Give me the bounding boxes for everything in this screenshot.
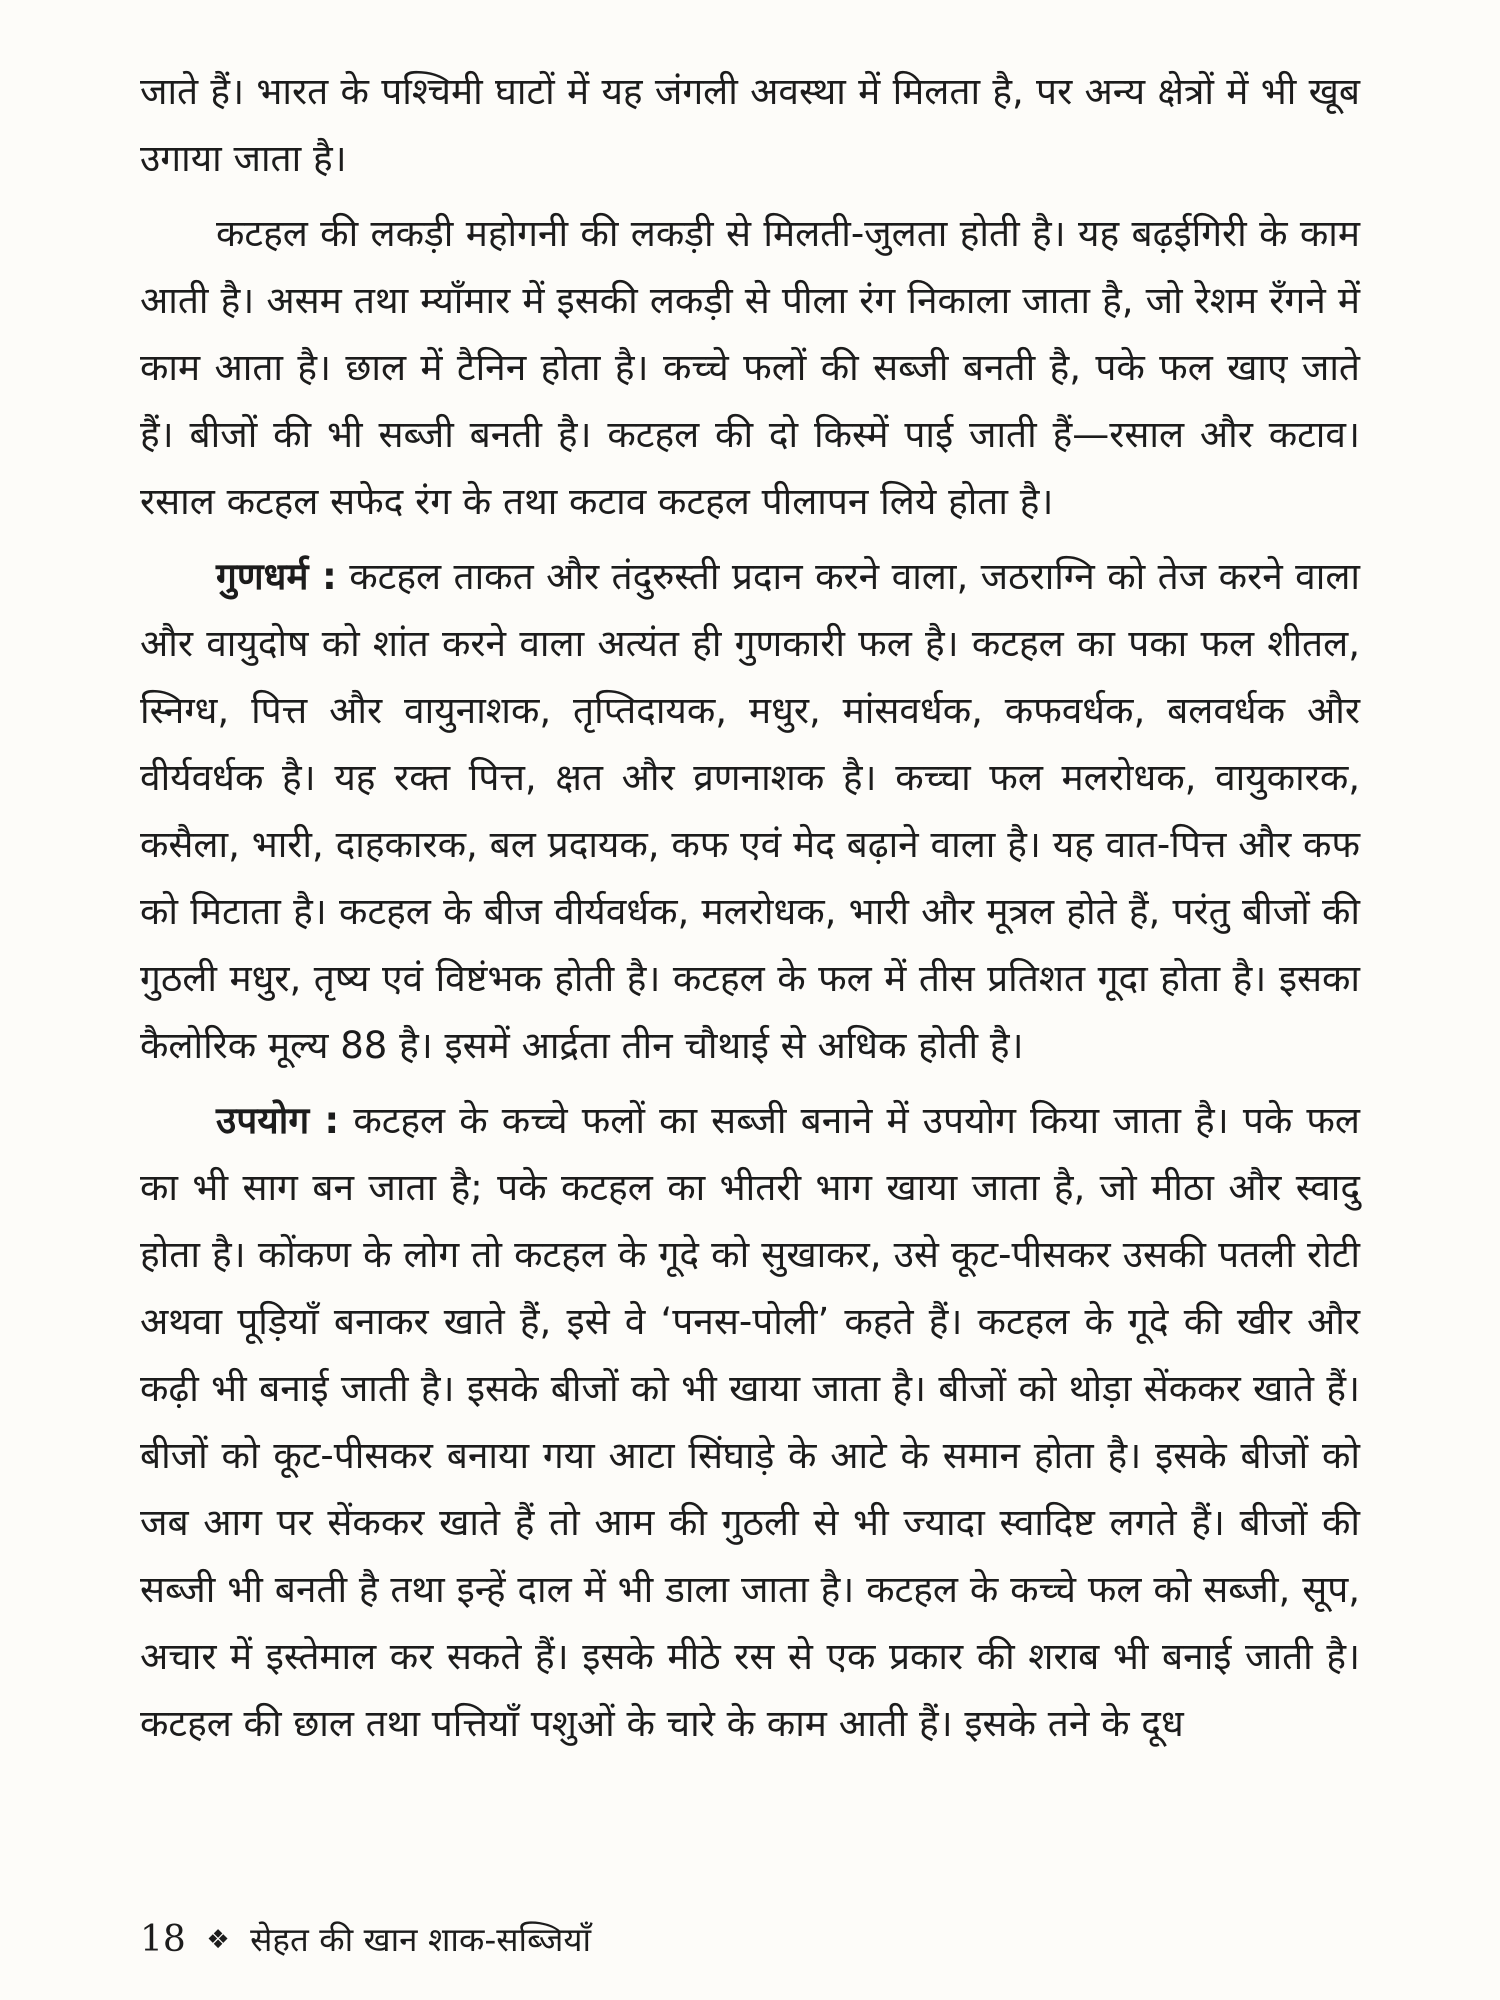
paragraph-text: कटहल ताकत और तंदुरुस्ती प्रदान करने वाला, जठराग्नि को तेज करने वाला और वायुदोष को शांत करने वाला अत्यंत ही गुणकारी फल है। कटहल का पका फल शीतल, स्निग्ध, पित्त और वायुनाशक, तृप्तिदायक, मधुर, मांसवर्धक, कफवर्धक, बलवर्धक और वीर्यवर्धक है। यह रक्त पित्त, क्षत और व्रणनाशक है। कच्चा फल मलरोधक, वायुकारक, कसैला, भारी, दाहकारक, बल प्रदायक, कफ एवं मेद बढ़ाने वाला है। यह वात-पित्त और कफ को मिटाता है। कटहल के बीज वीर्यवर्धक, मलरोधक, भारी और मूत्रल होते हैं, परंतु बीजों की गुठली मधुर, तृष्य एवं विष्टंभक होती है। कटहल के फल में तीस प्रतिशत गूदा होता है। इसका कैलोरिक मूल्य 88 है। इसमें आर्द्रता तीन चौथाई से अधिक होती है।: [140, 555, 1360, 1067]
section-heading-properties: गुणधर्म :: [216, 555, 337, 598]
paragraph-text: जाते हैं। भारत के पश्चिमी घाटों में यह जंगली अवस्था में मिलता है, पर अन्य क्षेत्रों में भी खूब उगाया जाता है।: [140, 70, 1360, 180]
book-title: सेहत की खान शाक-सब्जियाँ: [250, 1920, 592, 1959]
page-body: [140, 58, 1360, 1765]
paragraph-properties: [140, 543, 1360, 1079]
paragraph-usage: [140, 1087, 1360, 1757]
paragraph-text: कटहल के कच्चे फलों का सब्जी बनाने में उपयोग किया जाता है। पके फल का भी साग बन जाता है; पके कटहल का भीतरी भाग खाया जाता है, जो मीठा और स्वादु होता है। कोंकण के लोग तो कटहल के गूदे को सुखाकर, उसे कूट-पीसकर उसकी पतली रोटी अथवा पूड़ियाँ बनाकर खाते हैं, इसे वे ‘पनस-पोली’ कहते हैं। कटहल के गूदे की खीर और कढ़ी भी बनाई जाती है। इसके बीजों को भी खाया जाता है। बीजों को थोड़ा सेंककर खाते हैं। बीजों को कूट-पीसकर बनाया गया आटा सिंघाड़े के आटे के समान होता है। इसके बीजों को जब आग पर सेंककर खाते हैं तो आम की गुठली से भी ज्यादा स्वादिष्ट लगते हैं। बीजों की सब्जी भी बनती है तथा इन्हें दाल में भी डाला जाता है। कटहल के कच्चे फल को सब्जी, सूप, अचार में इस्तेमाल कर सकते हैं। इसके मीठे रस से एक प्रकार की शराब भी बनाई जाती है। कटहल की छाल तथा पत्तियाँ पशुओं के चारे के काम आती हैं। इसके तने के दूध: [140, 1099, 1360, 1745]
page-footer: [140, 1920, 591, 1960]
paragraph-continuation: [140, 58, 1360, 192]
ornament-icon: ❖: [206, 1925, 230, 1955]
paragraph-wood-uses: [140, 200, 1360, 535]
page-number: 18: [140, 1919, 186, 1960]
section-heading-usage: उपयोग :: [216, 1099, 340, 1142]
paragraph-text: कटहल की लकड़ी महोगनी की लकड़ी से मिलती-जुलता होती है। यह बढ़ईगिरी के काम आती है। असम तथा म्याँमार में इसकी लकड़ी से पीला रंग निकाला जाता है, जो रेशम रँगने में काम आता है। छाल में टैनिन होता है। कच्चे फलों की सब्जी बनती है, पके फल खाए जाते हैं। बीजों की भी सब्जी बनती है। कटहल की दो किस्में पाई जाती हैं—रसाल और कटाव। रसाल कटहल सफेद रंग के तथा कटाव कटहल पीलापन लिये होता है।: [140, 212, 1360, 523]
